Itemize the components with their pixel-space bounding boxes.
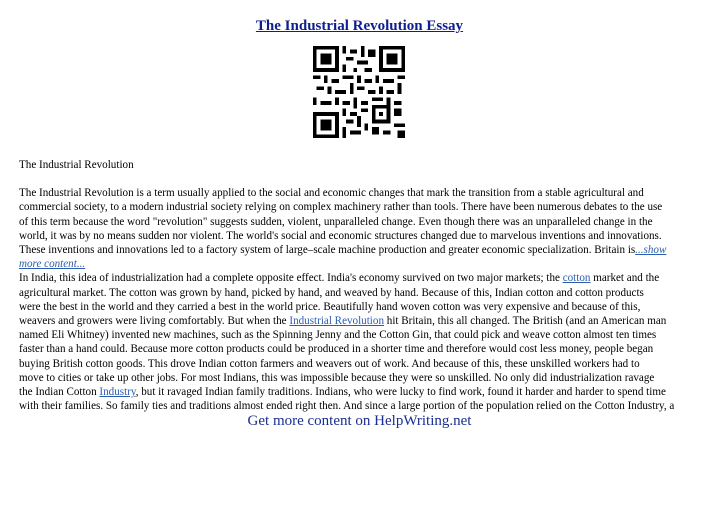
text-line: of this term because the word "revolution" suggests sudden, violent, unparalleled change. Even though there was an unparalleled change in the [19,215,653,228]
text-line: were the best in the world and they carried a best in the world price. Beautifully hand woven cotton was very expensive and because of this, [19,300,641,313]
text-line: weavers and growers were living comfortably. But when the Industrial Revolution hit Britain, this all changed. The British (and an American man [19,315,667,328]
text-line [19,257,703,271]
paragraph-1 [19,186,703,271]
text-line: move to cities or take up other jobs. For most Indians, this was impossible because they were so unskilled. No only did industrialization ravage [19,371,655,384]
industrial-revolution-link[interactable]: Industrial Revolution [289,315,384,328]
cotton-link[interactable]: cotton [562,272,591,285]
text-line: agricultural market. The cotton was grown by hand, picked by hand, and weaved by hand. Because of this, Indian cotton and cotton products [19,286,644,299]
text-line: commercial society, to a modern industrial society relying on complex machinery rather than tools. There have been numerous debates to the use [19,201,663,214]
text-line: faster than a hand could. Because more cotton products could be produced in a shorter time and therefore would cost less money, people began [19,343,654,356]
qr-code-icon [313,46,405,138]
title-link[interactable]: The Industrial Revolution Essay [255,18,464,34]
footer [0,413,719,430]
text-line: with their families. So family ties and traditions almost ended right then. And since a large portion of the population relied on the Cotton Industry, a [19,400,675,413]
essay-body [19,158,703,413]
page-title [0,18,719,35]
industry-link[interactable]: Industry [99,386,136,399]
text-line: These inventions and innovations led to a factory system of large–scale machine production and greater economic specialization. Britain is...show [19,244,667,257]
essay-heading: The Industrial Revolution [19,159,134,171]
text-line: The Industrial Revolution is a term usually applied to the social and economic changes that mark the transition from a stable agricultural and [19,187,644,200]
text-line: In India, this idea of industrialization had a complete opposite effect. India's economy survived on two major markets; the cotton market and the [19,272,660,285]
text-line: named Eli Whitney) invented new machines, such as the Spinning Jenny and the Cotton Gin, that could pick and weave cotton almost ten times [19,329,657,342]
text-line: the Indian Cotton Industry, but it ravaged Indian family traditions. Indians, who were lucky to find work, found it harder and harder to spend time [19,386,666,399]
show-more-link-cont[interactable]: more content... [19,258,86,271]
text-line: world, it was by no means sudden nor violent. The world's social and economic structures changed due to marvelous inventions and innovations. [19,229,662,242]
helpwriting-link[interactable]: Get more content on HelpWriting.net [247,413,472,429]
show-more-link[interactable]: ...show [635,244,667,257]
text-line: buying British cotton goods. This drove Indian cotton farmers and weavers out of work. And because of this, these unskilled workers had to [19,357,640,370]
paragraph-2 [19,271,703,413]
